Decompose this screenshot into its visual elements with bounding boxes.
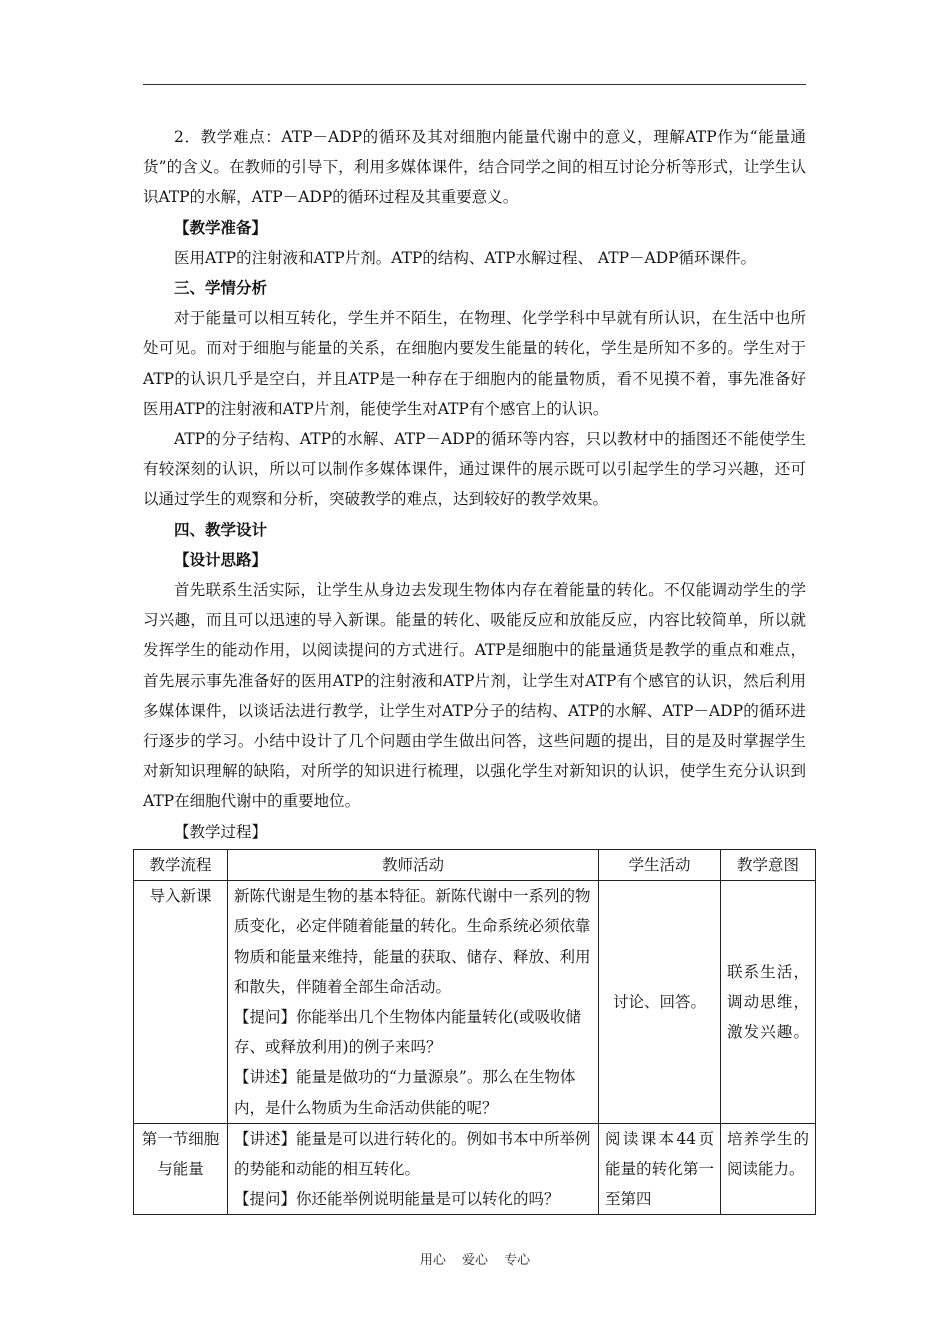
paragraph-analysis-2: ATP的分子结构、ATP的水解、ATP－ADP的循环等内容，只以教材中的插图还不能使学生有较深刻的认识，所以可以制作多媒体课件，通过课件的展示既可以引起学生的学习兴趣，还可以通过学生的观察和分析，突破教学的难点，达到较好的教学效果。 (143, 430, 806, 509)
cell-teacher (228, 881, 599, 1124)
cell-student: 阅读课本44页能量的转化第一至第四 (599, 1123, 721, 1215)
paragraph-design-idea: 首先联系生活实际，让学生从身边去发现生物体内存在着能量的转化。不仅能调动学生的学习兴趣，而且可以迅速的导入新课。能量的转化、吸能反应和放能反应，内容比较简单，所以就发挥学生的能动作用，以阅读提问的方式进行。ATP是细胞中的能量通货是教学的重点和难点，首先展示事先准备好的医用ATP的注射液和ATP片剂，让学生对ATP有个感官的认识，然后利用多媒体课件，以谈话法进行教学，让学生对ATP分子的结构、ATP的水解、ATP－ADP的循环进行逐步的学习。小结中设计了几个问题由学生做出问答，这些问题的提出，目的是及时掌握学生对新知识理解的缺陷，对所学的知识进行梳理，以强化学生对新知识的认识，使学生充分认识到ATP在细胞代谢中的重要地位。 (143, 581, 806, 811)
cell-teacher (228, 1123, 599, 1215)
heading-analysis: 三、学情分析 (174, 278, 268, 298)
cell-flow: 导入新课 (134, 881, 228, 1124)
table-header-row (134, 850, 816, 881)
heading-process: 【教学过程】 (174, 822, 268, 841)
header-intent: 教学意图 (721, 850, 816, 881)
document-body (143, 122, 806, 847)
cell-intent: 联系生活，调动思维，激发兴趣。 (721, 881, 816, 1124)
cell-student: 讨论、回答。 (599, 881, 721, 1124)
heading-design-idea: 【设计思路】 (174, 549, 268, 569)
teacher-text: 【提问】你还能举例说明能量是可以转化的吗？ (234, 1190, 560, 1209)
header-student: 学生活动 (599, 850, 721, 881)
paragraph-analysis-1: 对于能量可以相互转化，学生并不陌生，在物理、化学学科中早就有所认识，在生活中也所处可见。而对于细胞与能量的关系，在细胞内要发生能量的转化，学生是所知不多的。学生对于ATP的认识几乎是空白，并且ATP是一种存在于细胞内的能量物质，看不见摸不着，事先准备好医用ATP的注射液和ATP片剂，能使学生对ATP有个感官上的认识。 (143, 309, 806, 418)
page-footer: 用心 爱心 专心 (419, 1253, 531, 1268)
teacher-text: 【讲述】能量是做功的“力量源泉”。那么在生物体内，是什么物质为生命活动供能的呢？ (234, 1068, 576, 1117)
teaching-process-table (133, 849, 816, 1215)
cell-flow: 第一节细胞与能量 (134, 1123, 228, 1215)
teacher-text: 【讲述】能量是可以进行转化的。例如书本中所举例的势能和动能的相互转化。 (234, 1129, 591, 1179)
header-flow: 教学流程 (134, 850, 228, 881)
table-row (134, 881, 816, 1124)
heading-design: 四、教学设计 (174, 519, 268, 539)
table-row (134, 1123, 816, 1215)
cell-intent: 培养学生的阅读能力。 (721, 1123, 816, 1215)
header-teacher: 教师活动 (228, 850, 599, 881)
header-rule (143, 84, 806, 85)
teacher-text: 【提问】你能举出几个生物体内能量转化(或吸收储存、或释放利用)的例子来吗？ (234, 1008, 582, 1057)
heading-preparation: 【教学准备】 (174, 217, 268, 237)
paragraph-difficulty: 2．教学难点：ATP－ADP的循环及其对细胞内能量代谢中的意义，理解ATP作为“能量通货”的含义。在教师的引导下，利用多媒体课件，结合同学之间的相互讨论分析等形式，让学生认识ATP的水解，ATP－ADP的循环过程及其重要意义。 (143, 128, 806, 207)
paragraph-preparation: 医用ATP的注射液和ATP片剂。ATP的结构、ATP水解过程、 ATP－ADP循环课件。 (174, 248, 757, 267)
teacher-text: 新陈代谢是生物的基本特征。新陈代谢中一系列的物质变化，必定伴随着能量的转化。生命系统必须依靠物质和能量来维持，能量的获取、储存、释放、利用和散失，伴随着全部生命活动。 (234, 887, 591, 996)
